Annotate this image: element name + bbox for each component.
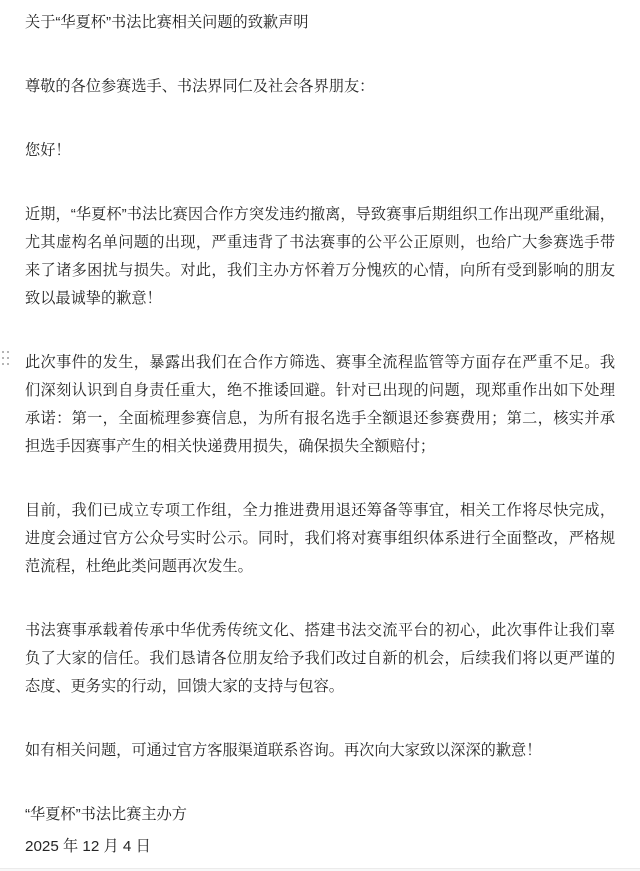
contact-note-line: 如有相关问题，可通过官方客服渠道联系咨询。再次向大家致以深深的歉意！ [25,742,542,759]
salutation-line: 尊敬的各位参赛选手、书法界同仁及社会各界朋友： [25,78,375,95]
paragraph-commitments: 此次事件的发生，暴露出我们在合作方筛选、赛事全流程监管等方面存在严重不足。我们深刻认识到自身责任重大，绝不推诿回避。针对已出现的问题，现郑重作出如下处理承诺：第一，全面梳理参赛信息，为所有报名选手全额退还参赛费用；第二，核实并承担选手因赛事产生的相关快递费用损失，确保损失全额赔付； [25,354,615,455]
paragraph-refund-progress: 目前，我们已成立专项工作组，全力推进费用退还筹备等事宜，相关工作将尽快完成，进度会通过官方公众号实时公示。同时，我们将对赛事组织体系进行全面整改，严格规范流程，杜绝此类问题再次发生。 [25,502,615,575]
document-title: 关于“华夏杯”书法比赛相关问题的致歉声明 [25,14,309,31]
paragraph-trust: 书法赛事承载着传承中华优秀传统文化、搭建书法交流平台的初心，此次事件让我们辜负了大家的信任。我们恳请各位朋友给予我们改过自新的机会，后续我们将以更严谨的态度、更务实的行动，回馈大家的支持与包容。 [25,622,615,695]
greeting-line: 您好！ [25,142,71,159]
signature-line: “华夏杯”书法比赛主办方 [25,806,187,823]
paragraph-incident: 近期，“华夏杯”书法比赛因合作方突发违约撤离，导致赛事后期组织工作出现严重纰漏，尤其虚构名单问题的出现，严重违背了书法赛事的公平公正原则，也给广大参赛选手带来了诸多困扰与损失。对此，我们主办方怀着万分愧疚的心情，向所有受到影响的朋友致以最诚挚的歉意！ [25,206,615,307]
date-line: 2025 年 12 月 4 日 [25,838,151,855]
